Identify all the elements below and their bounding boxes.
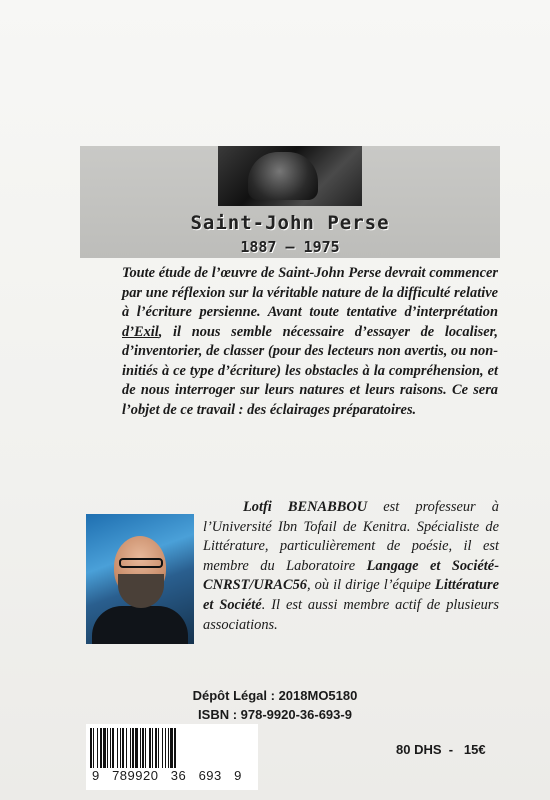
summary-text-2: , il nous semble nécessaire d’essayer de localiser, d’inventorier, de classer (pour des lecteurs non avertis, ou non-initiés à ce type d’écriture) les obstacles à la compréhension, et de nous interroger sur leurs natures et leurs raisons. Ce sera l’objet de ce travail : des éclairages préparatoires. [122, 323, 498, 418]
author-text-2: , où il dirige l’équipe [306, 577, 436, 594]
summary-paragraph [122, 264, 498, 420]
banner-dates: 1887 — 1975 [240, 238, 340, 256]
portrait-silhouette [248, 152, 318, 200]
isbn-line: ISBN : 978-9920-36-693-9 [198, 707, 352, 722]
barcode-bars [90, 728, 254, 768]
author-bio [203, 498, 499, 635]
price-label: 80 DHS - 15€ [396, 742, 486, 757]
author-lab: Langage et Société-CNRST/URAC56 [203, 557, 499, 594]
barcode [86, 724, 258, 790]
barcode-digits: 9 789920 36 693 9 [92, 768, 242, 783]
summary-exil-title: d’Exil [122, 323, 159, 340]
banner-title: Saint-John Perse [190, 212, 390, 234]
legal-info [0, 686, 550, 724]
author-text-1: est professeur à l’Université Ibn Tofail de Kenitra. Spécialiste de Littérature, particulièrement de poésie, il est membre du Laboratoire [203, 499, 499, 574]
photo-shirt [92, 606, 188, 644]
author-team: Littérature et Société [203, 577, 499, 613]
depot-legal: Dépôt Légal : 2018MO5180 [192, 688, 358, 703]
photo-glasses [119, 558, 163, 568]
author-name: Lotfi BENABBOU [243, 499, 368, 515]
author-photo [86, 514, 194, 644]
photo-beard [118, 574, 164, 608]
author-portrait-image [218, 146, 362, 206]
summary-text-1: Toute étude de l’œuvre de Saint-John Perse devrait commencer par une réflexion sur la véritable nature de la difficulté relative à l’écriture persienne. Avant toute tentative d’interprétation [122, 265, 498, 320]
author-text-3: . Il est aussi membre actif de plusieurs associations. [203, 596, 499, 633]
title-banner [80, 146, 500, 258]
